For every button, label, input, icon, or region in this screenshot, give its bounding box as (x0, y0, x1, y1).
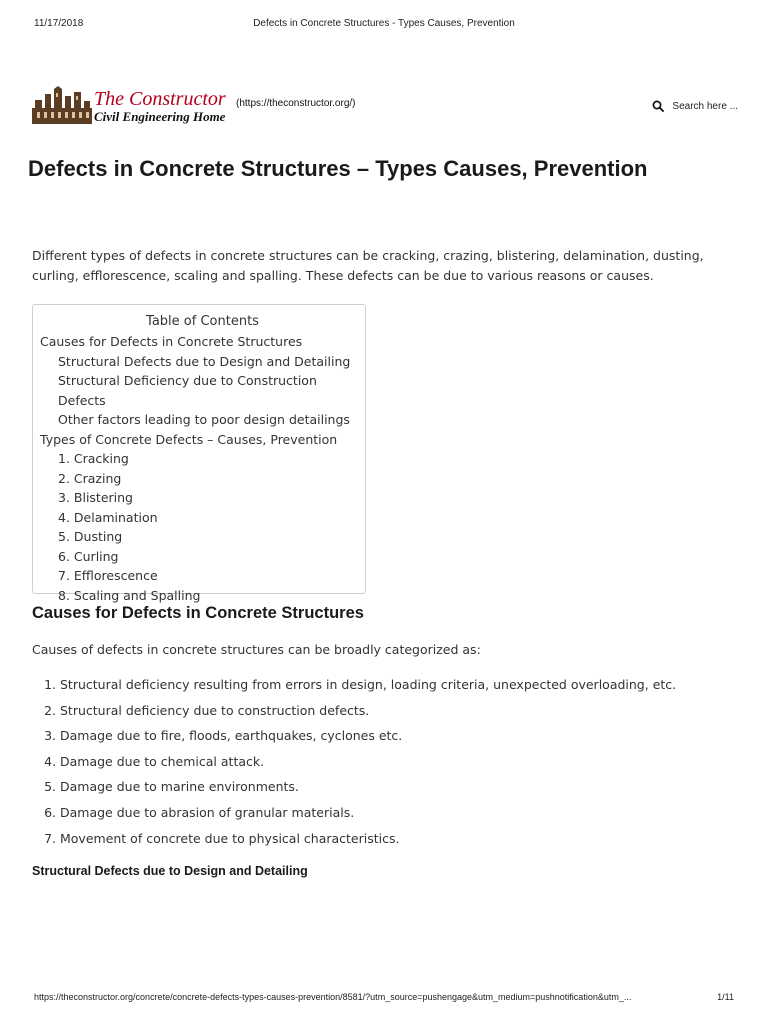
brand-url-link[interactable]: (https://theconstructor.org/) (236, 98, 356, 109)
section-intro: Causes of defects in concrete structures can be broadly categorized as: (32, 642, 481, 657)
list-item: 2. Structural deficiency due to construction defects. (60, 702, 676, 719)
list-item: 7. Movement of concrete due to physical characteristics. (60, 830, 676, 847)
search-icon[interactable] (652, 100, 664, 112)
table-of-contents (32, 304, 366, 603)
toc-item[interactable]: 2. Crazing (58, 470, 122, 486)
list-item: 1. Structural deficiency resulting from errors in design, loading criteria, unexpected overloading, etc. (60, 676, 676, 693)
brand-tagline: Civil Engineering Home (94, 109, 226, 124)
list-item: 3. Damage due to fire, floods, earthquakes, cyclones etc. (60, 727, 676, 744)
toc-item[interactable]: 3. Blistering (58, 490, 133, 505)
toc-title: Table of Contents (146, 314, 259, 329)
site-header (30, 86, 738, 128)
print-footer-url: https://theconstructor.org/concrete/concrete-defects-types-causes-prevention/8581/?utm_source=pushengage&utm_medium=pushnotification&utm_... (34, 992, 632, 1002)
toc-item[interactable]: 4. Delamination (58, 509, 158, 525)
subsection-heading: Structural Defects due to Design and Detailing (32, 864, 308, 878)
toc-item[interactable]: 8. Scaling and Spalling (58, 587, 201, 603)
toc-item[interactable]: 1. Cracking (58, 451, 129, 466)
toc-item[interactable]: 7. Efflorescence (58, 568, 158, 583)
list-item: 5. Damage due to marine environments. (60, 778, 676, 795)
brand-name[interactable]: The Constructor (94, 88, 226, 110)
print-date: 11/17/2018 (34, 18, 84, 29)
page-title: Defects in Concrete Structures – Types Causes, Prevention (28, 156, 648, 181)
section-heading-causes: Causes for Defects in Concrete Structures (32, 604, 364, 622)
print-title: Defects in Concrete Structures - Types Causes, Prevention (253, 18, 515, 29)
toc-item[interactable]: Structural Deficiency due to Construction Defects (58, 373, 317, 408)
toc-item[interactable]: Structural Defects due to Design and Detailing (58, 353, 351, 369)
search-box[interactable] (652, 100, 738, 112)
toc-item[interactable]: Other factors leading to poor design detailings (58, 412, 350, 427)
intro-paragraph: Different types of defects in concrete structures can be cracking, crazing, blistering, delamination, dusting, curling, efflorescence, scaling and spalling. These defects can be due to various reasons or causes. (32, 248, 704, 283)
toc-item[interactable]: Types of Concrete Defects – Causes, Prevention (40, 431, 338, 447)
toc-item[interactable]: Causes for Defects in Concrete Structures (40, 334, 303, 349)
building-skyline-icon[interactable] (30, 86, 94, 126)
causes-list (32, 676, 676, 855)
toc-item[interactable]: 5. Dusting (58, 529, 123, 544)
toc-item[interactable]: 6. Curling (58, 548, 119, 564)
list-item: 6. Damage due to abrasion of granular materials. (60, 804, 676, 821)
page-number: 1/11 (717, 992, 734, 1002)
list-item: 4. Damage due to chemical attack. (60, 753, 676, 770)
search-input[interactable]: Search here ... (672, 100, 738, 112)
